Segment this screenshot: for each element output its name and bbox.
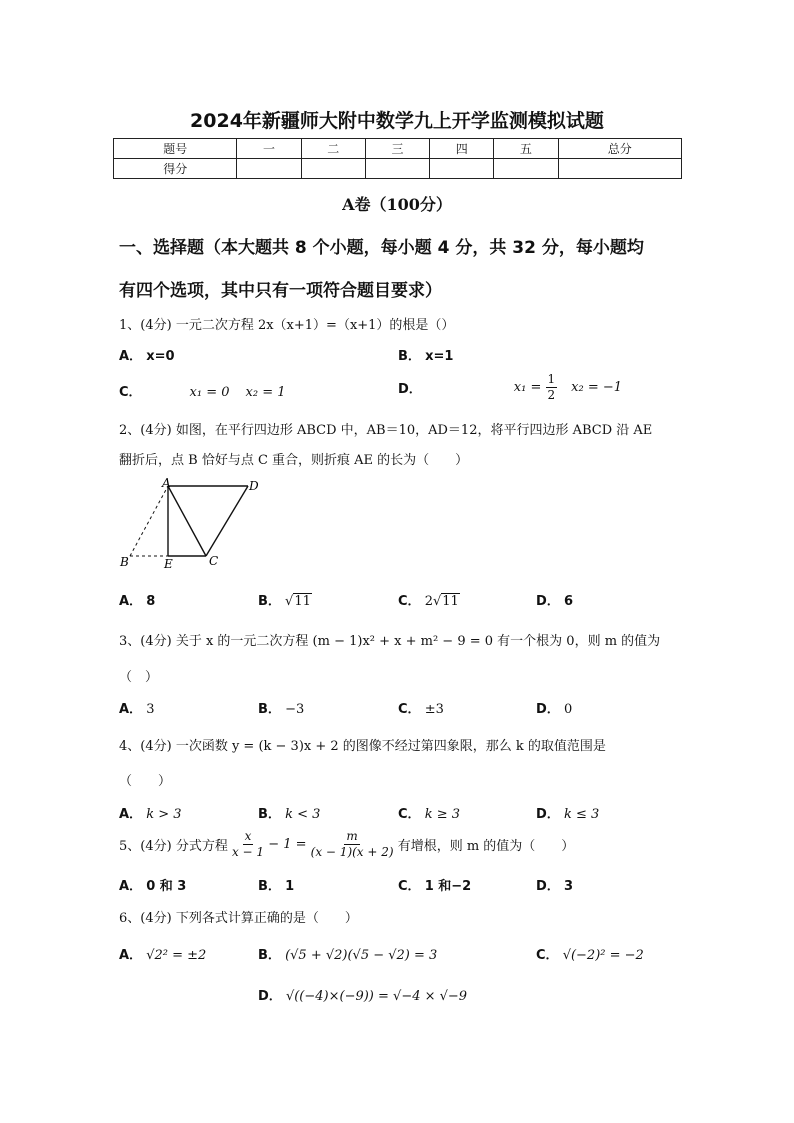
- fraction-numerator: m: [346, 829, 358, 843]
- q3-option-b[interactable]: [258, 698, 304, 717]
- option-letter: D．: [536, 879, 560, 894]
- option-text: x₁ =: [513, 380, 542, 395]
- option-text: 6: [563, 594, 573, 609]
- q4-option-c[interactable]: [398, 803, 460, 822]
- question-3-stem: 3、(4分) 关于 x 的一元二次方程 (m − 1)x² + x + m² − 9 = 0 有一个根为 0，则 m 的值为: [119, 634, 661, 649]
- option-letter: C．: [536, 948, 559, 963]
- q5-option-a[interactable]: [119, 875, 186, 894]
- option-letter: D．: [536, 807, 560, 822]
- option-text: (√5 + √2)(√5 − √2) = 3: [285, 948, 438, 963]
- fraction-denominator: (x − 1)(x + 2): [310, 845, 394, 859]
- option-text: 0: [563, 702, 573, 717]
- fraction: [232, 829, 264, 860]
- option-letter: A．: [119, 879, 143, 894]
- q4-option-d[interactable]: [536, 803, 599, 822]
- q1-option-c[interactable]: [119, 381, 286, 400]
- q3-option-c[interactable]: [398, 698, 444, 717]
- section-heading-line2: 有四个选项，其中只有一项符合题目要求）: [119, 281, 442, 301]
- table-cell: 总分: [558, 139, 681, 159]
- question-4-stem-line2: （ ）: [119, 774, 172, 789]
- question-2-stem-line2: 翻折后，点 B 恰好与点 C 重合，则折痕 AE 的长为（ ）: [119, 453, 469, 468]
- fraction: [311, 829, 394, 860]
- option-text: √2² = ±2: [146, 948, 207, 963]
- table-row: [114, 139, 682, 159]
- option-text: 1: [285, 879, 295, 894]
- option-text: 8: [146, 594, 156, 609]
- option-text: x₂ = 1: [245, 385, 286, 400]
- option-text: 1 和−2: [424, 879, 472, 894]
- question-4-stem: 4、(4分) 一次函数 y = (k − 3)x + 2 的图像不经过第四象限，那么 k 的取值范围是: [119, 739, 606, 754]
- q2-option-c[interactable]: C． 2√11: [398, 594, 459, 609]
- option-letter: D．: [398, 382, 422, 397]
- table-cell: 题号: [114, 139, 237, 159]
- volume-heading: A卷（100分）: [342, 195, 452, 214]
- question-1-stem: 1、(4分) 一元二次方程 2x（x+1）=（x+1）的根是（）: [119, 318, 455, 333]
- label-d: D: [249, 479, 259, 493]
- dashed-line-ab: [130, 486, 168, 556]
- q2-option-a[interactable]: [119, 590, 155, 609]
- q2-option-b[interactable]: B． √11: [258, 594, 311, 609]
- option-text: 3: [146, 702, 155, 717]
- fraction: [546, 372, 558, 403]
- parallelogram-figure: [115, 474, 265, 574]
- score-cell[interactable]: [301, 159, 365, 179]
- option-text: √(−2)² = −2: [562, 948, 644, 963]
- table-cell: 三: [365, 139, 429, 159]
- option-text: k > 3: [146, 807, 182, 822]
- fraction-denominator: 2: [547, 388, 556, 402]
- q6-option-b[interactable]: [258, 944, 437, 963]
- question-2-stem-line1: 2、(4分) 如图，在平行四边形 ABCD 中，AB＝10，AD＝12，将平行四边形 ABCD 沿 AE: [119, 423, 653, 438]
- q5-option-c[interactable]: [398, 875, 471, 894]
- score-cell[interactable]: [365, 159, 429, 179]
- option-text: x=0: [146, 349, 175, 364]
- option-letter: A．: [119, 702, 143, 717]
- option-text: k ≤ 3: [563, 807, 600, 822]
- fraction-denominator: x − 1: [231, 845, 265, 859]
- question-5-stem: [119, 829, 574, 860]
- q3-option-a[interactable]: [119, 698, 154, 717]
- side-ac: [168, 486, 206, 556]
- option-letter: B．: [258, 702, 281, 717]
- side-dc: [206, 486, 248, 556]
- q1-option-a[interactable]: [119, 345, 175, 364]
- option-text: √((−4)×(−9)) = √−4 × √−9: [285, 989, 468, 1004]
- option-letter: C．: [398, 879, 421, 894]
- option-letter: C．: [398, 702, 421, 717]
- option-letter: D．: [536, 702, 560, 717]
- q6-option-c[interactable]: [536, 944, 644, 963]
- option-text: x₁ = 0: [189, 385, 230, 400]
- option-text: x=1: [425, 349, 454, 364]
- option-letter: A．: [119, 594, 143, 609]
- table-cell: 四: [430, 139, 494, 159]
- q6-option-a[interactable]: [119, 944, 206, 963]
- stem-text: − 1 =: [268, 837, 307, 852]
- table-cell: 得分: [114, 159, 237, 179]
- score-cell[interactable]: [558, 159, 681, 179]
- option-text: 3: [563, 879, 573, 894]
- option-letter: B．: [258, 807, 281, 822]
- score-table: [113, 138, 682, 179]
- option-text: 11: [442, 594, 459, 609]
- option-letter: D．: [258, 989, 282, 1004]
- question-6-stem: 6、(4分) 下列各式计算正确的是（ ）: [119, 911, 358, 926]
- score-cell[interactable]: [494, 159, 558, 179]
- option-text: 11: [294, 594, 311, 609]
- label-a: A: [162, 476, 171, 490]
- score-cell[interactable]: [237, 159, 301, 179]
- option-text: 2: [424, 594, 433, 609]
- label-b: B: [120, 555, 129, 569]
- option-letter: A．: [119, 948, 143, 963]
- option-letter: B．: [398, 349, 421, 364]
- option-text: ±3: [424, 702, 444, 717]
- fraction-numerator: x: [244, 829, 252, 843]
- option-letter: A．: [119, 349, 143, 364]
- stem-text: 有增根，则 m 的值为（ ）: [397, 839, 575, 854]
- q1-option-d[interactable]: [398, 372, 622, 403]
- q2-option-d[interactable]: [536, 590, 573, 609]
- option-text: 0 和 3: [146, 879, 187, 894]
- table-cell: 五: [494, 139, 558, 159]
- table-cell: 二: [301, 139, 365, 159]
- section-heading-line1: 一、选择题（本大题共 8 个小题，每小题 4 分，共 32 分，每小题均: [119, 238, 644, 258]
- option-letter: A．: [119, 807, 143, 822]
- q1-option-b[interactable]: [398, 345, 453, 364]
- score-cell[interactable]: [430, 159, 494, 179]
- q4-option-b[interactable]: [258, 803, 320, 822]
- option-letter: D．: [536, 594, 560, 609]
- stem-text: 5、(4分) 分式方程: [119, 839, 228, 854]
- table-cell: 一: [237, 139, 301, 159]
- page-title: 2024年新疆师大附中数学九上开学监测模拟试题: [190, 110, 604, 132]
- option-letter: B．: [258, 948, 281, 963]
- label-e: E: [164, 557, 173, 571]
- q4-option-a[interactable]: [119, 803, 182, 822]
- q6-option-d[interactable]: [258, 985, 467, 1004]
- label-c: C: [209, 554, 219, 568]
- question-3-stem-line2: （ ）: [119, 670, 159, 685]
- option-letter: C．: [398, 807, 421, 822]
- option-text: k < 3: [285, 807, 321, 822]
- option-letter: C．: [398, 594, 421, 609]
- option-text: x₂ = −1: [571, 380, 623, 395]
- q5-option-b[interactable]: [258, 875, 294, 894]
- q5-option-d[interactable]: [536, 875, 573, 894]
- option-letter: B．: [258, 879, 281, 894]
- option-letter: C．: [119, 385, 142, 400]
- option-letter: B．: [258, 594, 281, 609]
- option-text: −3: [285, 702, 305, 717]
- table-row: [114, 159, 682, 179]
- fraction-numerator: 1: [547, 372, 556, 386]
- q3-option-d[interactable]: [536, 698, 572, 717]
- option-text: k ≥ 3: [424, 807, 460, 822]
